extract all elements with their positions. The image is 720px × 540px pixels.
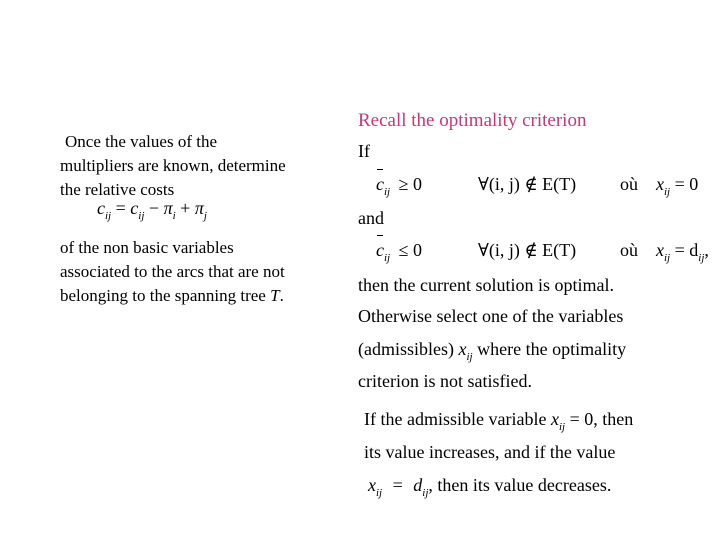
criterion-line: criterion is not satisfied.: [358, 371, 532, 391]
left-line: of the non basic variables: [60, 238, 234, 257]
optimal-statement: then the current solution is optimal.: [358, 275, 614, 295]
and-label: and: [358, 208, 384, 228]
left-line: associated to the arcs that are not: [60, 262, 285, 281]
criterion-title: Recall the optimality criterion: [358, 110, 587, 131]
condition-row-1: $c_{ij} \ge 0$ ∀(i, j) ∉ E(T) où $x_{ij} = 0$: [376, 174, 699, 198]
left-line: the relative costs: [60, 180, 175, 199]
left-paragraph-2: [60, 236, 285, 308]
admissible-line-3: $x_{ij} = d_{ij}$, then its value decreases.: [368, 475, 612, 499]
admissible-line-2: its value increases, and if the value: [364, 442, 616, 462]
relative-cost-formula: $c_{ij} = c_{ij} - \pi_i + \pi_j$: [97, 198, 207, 222]
admissibles-line: (admissibles) $x_{ij}$ where the optimality: [358, 339, 627, 363]
condition-row-2: $c_{ij} \le 0$ ∀(i, j) ∉ E(T) où $x_{ij} = d_{ij}$,: [376, 240, 709, 264]
admissible-line-1: If the admissible variable $x_{ij} = 0$, then: [364, 409, 634, 433]
left-paragraph-1: [60, 130, 286, 202]
left-line: multipliers are known, determine: [60, 156, 286, 175]
left-line: Once the values of the: [65, 132, 217, 151]
if-label: If: [358, 141, 370, 161]
left-line: belonging to the spanning tree T.: [60, 286, 284, 305]
otherwise-statement: Otherwise select one of the variables: [358, 306, 624, 326]
